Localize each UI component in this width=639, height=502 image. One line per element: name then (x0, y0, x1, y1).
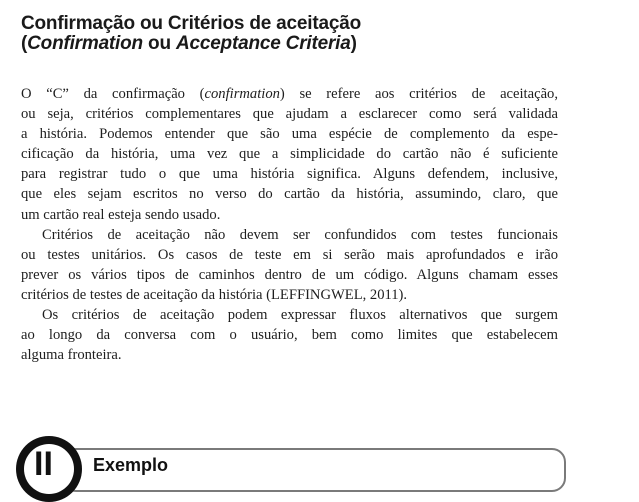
heading-line-1: Confirmação ou Critérios de aceitação (21, 13, 361, 34)
paragraph-1-line: a história. Podemos entender que são uma espécie de complemento da espe- (21, 126, 558, 143)
paragraph-2-line: critérios de testes de aceitação da história (LEFFINGWEL, 2011). (21, 286, 408, 303)
example-badge-glyph: II (34, 445, 53, 483)
paragraph-2-line: ou testes unitários. Os casos de teste em si serão mais aprofundados e irão (21, 246, 558, 263)
heading-connector: ou (142, 33, 176, 54)
paragraph-2-line: prever os vários tipos de caminhos dentro de um código. Alguns chamam esses (21, 266, 558, 283)
paragraph-1-line: ou seja, critérios complementares que ajudam a esclarecer como será validada (21, 106, 558, 123)
example-box-title: Exemplo (93, 455, 169, 475)
heading-paren-close: ) (350, 33, 357, 54)
heading-paren-open: ( (21, 33, 28, 54)
heading-line-2 (21, 34, 581, 54)
paragraph-1-line: para registrar tudo o que uma história significa. Alguns defendem, inclusive, (21, 166, 558, 183)
body-text (21, 84, 558, 365)
paragraph-1-line: cificação da história, uma vez que a simplicidade do cartão não é suficiente (21, 146, 558, 163)
paragraph-3-line: Os critérios de aceitação podem expressar fluxos alternativos que surgem (42, 307, 558, 324)
heading-term-acceptance-criteria: Acceptance Criteria (175, 33, 351, 54)
paragraph-1-line: um cartão real esteja sendo usado. (21, 206, 221, 223)
paragraph-3-line: alguma fronteira. (21, 347, 122, 364)
paragraph-1-line: O “C” da confirmação (confirmation) se refere aos critérios de aceitação, (21, 86, 558, 102)
paragraph-2-line: Critérios de aceitação não devem ser confundidos com testes funcionais (42, 226, 558, 243)
term-confirmation: confirmation (204, 86, 280, 102)
paragraph-3-line: ao longo da conversa com o usuário, bem como limites que estabelecem (21, 327, 558, 344)
heading-term-confirmation: Confirmation (27, 33, 143, 54)
section-heading (21, 14, 581, 54)
paragraph-1-line: que eles sejam escritos no verso do cartão da história, assumindo, claro, que (21, 186, 558, 203)
